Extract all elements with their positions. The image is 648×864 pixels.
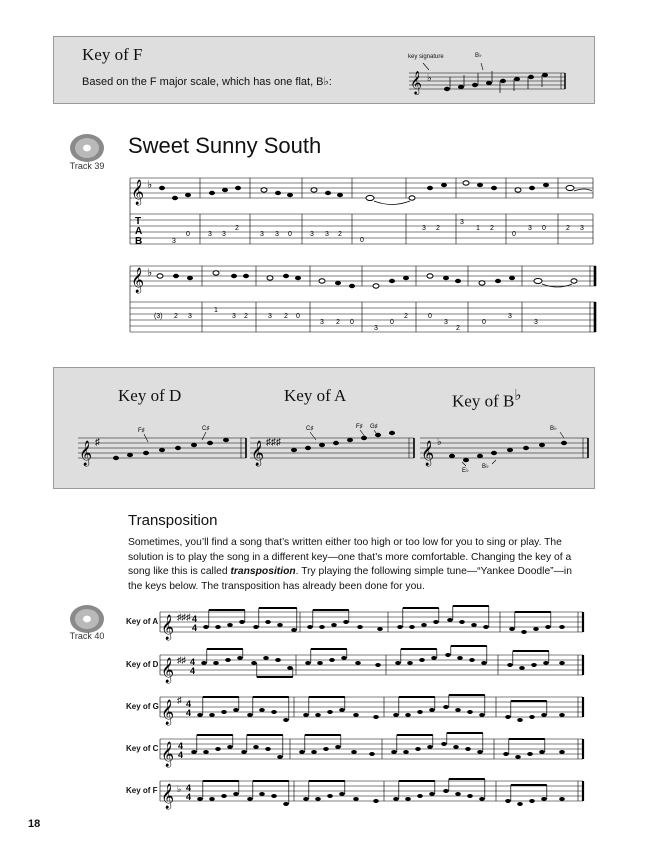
- tab-num: 2: [436, 225, 440, 232]
- tab-num: 3: [268, 313, 272, 320]
- transposition-body: [128, 536, 583, 594]
- tab-num: 2: [404, 313, 408, 320]
- tab-num: (3): [154, 313, 163, 320]
- tab-num: 3: [422, 225, 426, 232]
- sharp-icon: ♯♯♯: [177, 612, 191, 622]
- tab-num: 3: [172, 238, 176, 245]
- treble-clef-icon: 𝄞: [251, 441, 265, 466]
- tab-num: 0: [360, 237, 364, 244]
- time-sig-bottom: 4: [190, 666, 196, 676]
- tab-num: 3: [460, 219, 464, 226]
- flat-icon: ♭: [427, 73, 432, 84]
- tab-num: 2: [235, 225, 239, 232]
- tab-num: 3: [260, 231, 264, 238]
- tab-num: 2: [174, 313, 178, 320]
- page-number: 18: [28, 818, 41, 830]
- cd-icon: [67, 132, 107, 164]
- tab-num: 1: [476, 225, 480, 232]
- tab-num: 0: [288, 231, 292, 238]
- treble-clef-icon: 𝄞: [131, 180, 145, 205]
- time-sig-bottom: 4: [186, 792, 192, 802]
- treble-clef-icon: 𝄞: [161, 742, 175, 767]
- bflat-label: B♭: [475, 53, 482, 59]
- tab-num: 3: [222, 231, 226, 238]
- song-system-1-staff: [130, 172, 595, 252]
- tab-num: 0: [390, 319, 394, 326]
- key-of-bflat-symbol: ♭: [514, 388, 522, 404]
- tab-num: 0: [542, 225, 546, 232]
- flat-icon: ♭: [147, 179, 153, 191]
- tab-num: 3: [508, 313, 512, 320]
- tab-num: 2: [338, 231, 342, 238]
- time-sig-top: 4: [192, 614, 198, 624]
- key-of-f-description: Based on the F major scale, which has one flat, B♭:: [82, 76, 332, 88]
- tab-num: 3: [444, 319, 448, 326]
- tab-num: 1: [214, 307, 218, 314]
- row-label-key-d: Key of D: [126, 660, 159, 669]
- f-major-scale-staff: [409, 65, 569, 99]
- yankee-doodle-key-f-staff: [160, 773, 585, 809]
- row-label-key-c: Key of C: [126, 744, 159, 753]
- tab-num: 0: [512, 231, 516, 238]
- key-signature-label: key signature: [408, 54, 444, 60]
- song-title: Sweet Sunny South: [128, 133, 322, 158]
- tab-num: 3: [534, 319, 538, 326]
- key-of-f-box: [53, 36, 595, 104]
- tab-num: 3: [374, 325, 378, 332]
- tab-num: 2: [284, 313, 288, 320]
- track-40-label: Track 40: [69, 631, 105, 641]
- tab-num: 3: [580, 225, 584, 232]
- row-label-key-f: Key of F: [126, 786, 158, 795]
- tab-letter-a: A: [135, 226, 143, 237]
- time-sig-bottom: 4: [178, 750, 184, 760]
- treble-clef-icon: 𝄞: [410, 70, 422, 94]
- yankee-doodle-key-d-staff: [160, 647, 585, 683]
- tab-num: 0: [296, 313, 300, 320]
- treble-clef-icon: 𝄞: [131, 268, 145, 293]
- key-of-d-title: Key of D: [118, 386, 182, 405]
- b-label: B♭: [550, 426, 557, 432]
- yankee-doodle-key-g-staff: [160, 689, 585, 725]
- key-of-f-title: Key of F: [82, 45, 143, 64]
- row-label-key-g: Key of G: [126, 702, 159, 711]
- tab-num: 3: [232, 313, 236, 320]
- tab-num: 0: [186, 231, 190, 238]
- track-39-label: Track 39: [69, 161, 105, 171]
- tab-num: 2: [336, 319, 340, 326]
- yankee-doodle-key-c-staff: [160, 731, 585, 767]
- treble-clef-icon: 𝄞: [161, 784, 175, 809]
- time-sig-top: 4: [190, 657, 196, 667]
- treble-clef-icon: 𝄞: [79, 441, 93, 466]
- sharp-icon: ♯: [177, 695, 182, 705]
- transposition-heading: Transposition: [128, 512, 218, 529]
- flat-icon: ♭: [437, 437, 442, 448]
- sharp-icon: ♯♯♯: [266, 437, 281, 448]
- b-label: E♭: [462, 468, 469, 474]
- transposition-body-1: Sometimes, you’ll find a song that’s written either too high or too low for you to sing or play. The solution is to play the song in a different key—one that’s more comfortable. Changing the key of a song like this is called: [128, 537, 572, 577]
- tab-num: 0: [350, 319, 354, 326]
- time-sig-bottom: 4: [186, 708, 192, 718]
- tab-num: 2: [244, 313, 248, 320]
- tab-num: 3: [320, 319, 324, 326]
- key-of-bflat-staff: [420, 420, 590, 476]
- d-label: F♯: [138, 428, 145, 434]
- time-sig-top: 4: [186, 783, 192, 793]
- flat-icon: ♭: [147, 267, 153, 279]
- tab-num: 3: [325, 231, 329, 238]
- b-label: B♭: [482, 464, 489, 470]
- tab-num: 3: [275, 231, 279, 238]
- treble-clef-icon: 𝄞: [161, 658, 175, 683]
- key-of-bflat-title: [452, 386, 521, 412]
- tab-num: 2: [456, 325, 460, 332]
- time-sig-top: 4: [178, 741, 184, 751]
- tab-letter-t: T: [135, 216, 142, 227]
- tab-num: 3: [528, 225, 532, 232]
- tab-letter-b: B: [135, 236, 143, 247]
- tab-num: 0: [482, 319, 486, 326]
- a-label: G♯: [370, 424, 378, 430]
- key-signatures-box: [53, 367, 595, 489]
- transposition-term: transposition: [230, 566, 296, 577]
- key-of-bflat-text: Key of B: [452, 391, 515, 411]
- transposition-body-2: . Try playing the following simple tune—“Yankee Doodle”—in the keys below. The transposition has already been done for you.: [128, 566, 572, 592]
- sharp-icon: ♯: [95, 437, 100, 448]
- tab-num: 2: [490, 225, 494, 232]
- time-sig-top: 4: [186, 699, 192, 709]
- treble-clef-icon: 𝄞: [421, 441, 435, 466]
- tab-num: 3: [310, 231, 314, 238]
- tab-num: 3: [208, 231, 212, 238]
- key-of-a-staff: [250, 420, 416, 470]
- yankee-doodle-key-a-staff: [160, 604, 585, 640]
- tab-num: 3: [188, 313, 192, 320]
- sharp-icon: ♯♯: [177, 655, 186, 665]
- treble-clef-icon: 𝄞: [161, 615, 175, 640]
- tab-num: 2: [566, 225, 570, 232]
- tab-num: 0: [428, 313, 432, 320]
- key-of-d-staff: [78, 420, 248, 470]
- treble-clef-icon: 𝄞: [161, 700, 175, 725]
- row-label-key-a: Key of A: [126, 617, 159, 626]
- d-label: C♯: [202, 426, 210, 432]
- song-system-2-staff: [130, 260, 598, 340]
- key-of-a-title: Key of A: [284, 386, 347, 405]
- flat-icon: ♭: [177, 784, 182, 794]
- time-sig-bottom: 4: [192, 623, 198, 633]
- a-label: F♯: [356, 424, 363, 430]
- a-label: C♯: [306, 426, 314, 432]
